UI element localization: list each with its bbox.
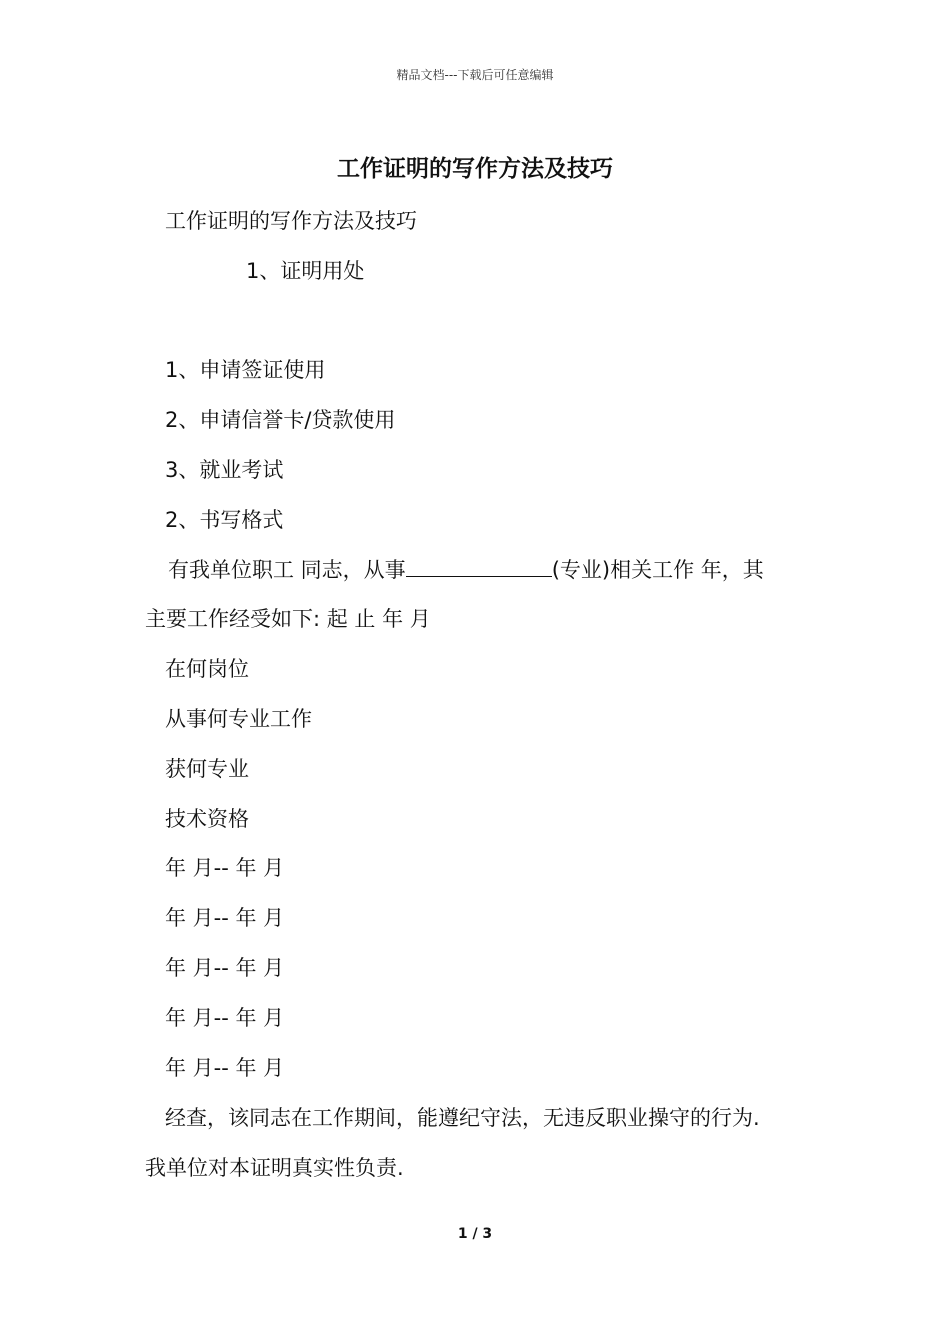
list-item-use-1: 1、申请签证使用 [165, 358, 326, 382]
body-text-part-1: 有我单位职工 同志，从事 [168, 558, 406, 582]
date-range-row: 年 月-- 年 月 [165, 906, 285, 930]
page-number: 1 / 3 [457, 1226, 493, 1242]
body-paragraph-line-1 [168, 555, 764, 585]
date-range-row: 年 月-- 年 月 [165, 856, 285, 880]
field-position: 在何岗位 [165, 657, 249, 681]
field-technical-qualification: 技术资格 [165, 807, 249, 831]
date-range-row: 年 月-- 年 月 [165, 1056, 285, 1080]
section-heading-format: 2、书写格式 [165, 508, 284, 532]
date-range-row: 年 月-- 年 月 [165, 1006, 285, 1030]
section-heading-usage: 1、证明用处 [246, 259, 365, 283]
subtitle-line: 工作证明的写作方法及技巧 [165, 209, 417, 233]
date-range-row: 年 月-- 年 月 [165, 956, 285, 980]
closing-statement-line-1: 经查，该同志在工作期间，能遵纪守法，无违反职业操守的行为. [165, 1106, 760, 1130]
body-text-part-2: (专业)相关工作 年，其 [551, 558, 764, 582]
header-note: 精品文档---下载后可任意编辑 [396, 68, 554, 82]
list-item-use-3: 3、就业考试 [165, 458, 284, 482]
closing-statement-line-2: 我单位对本证明真实性负责. [145, 1156, 404, 1180]
list-item-use-2: 2、申请信誉卡/贷款使用 [165, 408, 396, 432]
document-title: 工作证明的写作方法及技巧 [337, 156, 613, 182]
field-specialty-work: 从事何专业工作 [165, 707, 312, 731]
profession-blank-line [406, 556, 552, 577]
field-specialty-obtained: 获何专业 [165, 757, 249, 781]
body-paragraph-line-2: 主要工作经受如下: 起 止 年 月 [145, 607, 431, 631]
